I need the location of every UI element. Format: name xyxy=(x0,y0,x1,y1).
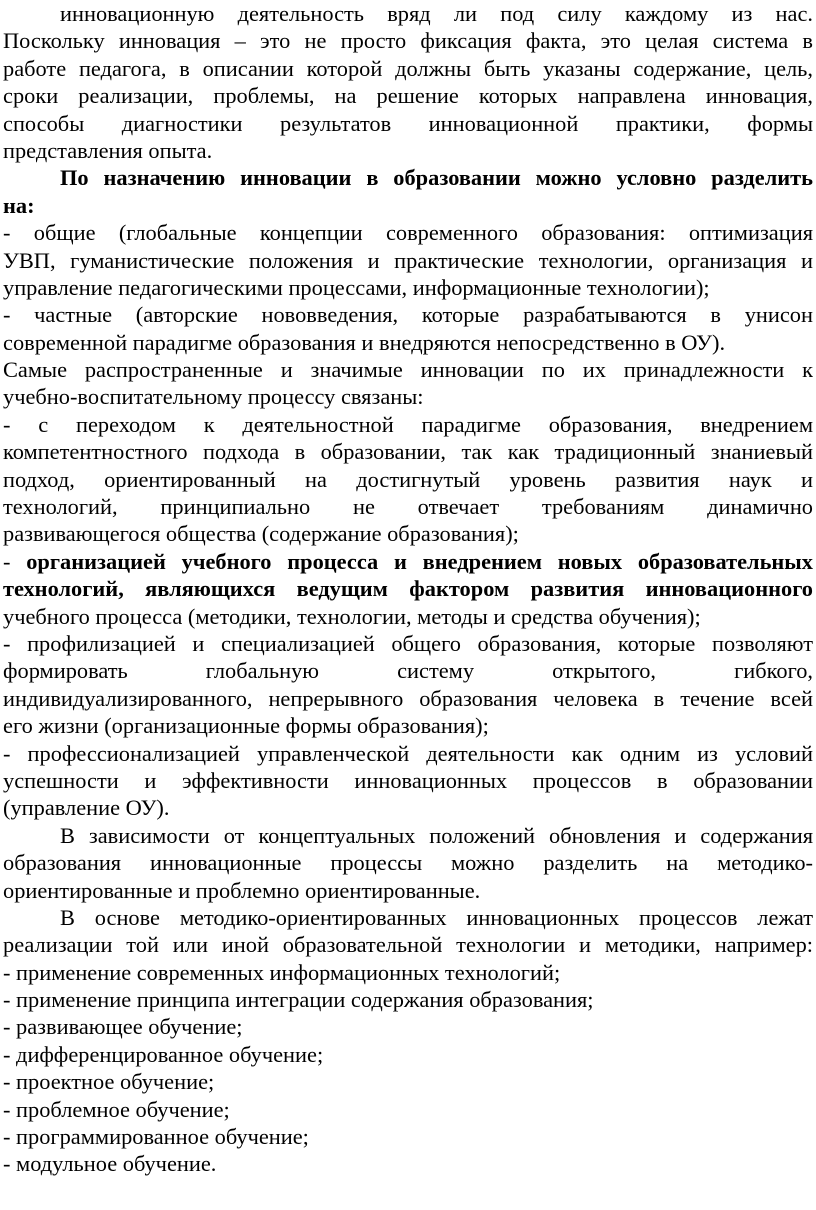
text-line xyxy=(3,466,813,493)
text-line xyxy=(3,767,813,794)
text-line-content: - модульное обучение. xyxy=(3,1151,217,1177)
text-line xyxy=(3,1150,813,1177)
text-line xyxy=(3,219,813,246)
text-line xyxy=(3,548,813,575)
text-line xyxy=(3,877,813,904)
text-line xyxy=(3,520,813,547)
text-line-content: компетентностного подхода в образовании, так как традиционный знаниевый xyxy=(3,439,813,465)
text-line xyxy=(3,438,813,465)
text-line xyxy=(3,603,813,630)
text-line-content: Поскольку инновация – это не просто фиксация факта, это целая система в xyxy=(3,28,813,54)
text-line-content: (управление ОУ). xyxy=(3,795,170,821)
text-line xyxy=(3,959,813,986)
text-line xyxy=(3,1013,813,1040)
text-line-content: УВП, гуманистические положения и практические технологии, организация и xyxy=(3,247,813,273)
bold-text: организацией учебного процесса и внедрением новых образовательных xyxy=(26,548,813,574)
text-line-content: - профессионализацией управленческой деятельности как одним из условий xyxy=(3,740,813,766)
text-line-content: на: xyxy=(3,192,35,218)
text-line xyxy=(3,986,813,1013)
text-line xyxy=(3,27,813,54)
text-line-content: - программированное обучение; xyxy=(3,1124,309,1150)
text-line xyxy=(3,0,813,27)
text-line xyxy=(3,657,813,684)
text-line-content: - дифференцированное обучение; xyxy=(3,1041,324,1067)
text-line xyxy=(3,1068,813,1095)
text-line-content: - с переходом к деятельностной парадигме образования, внедрением xyxy=(3,411,813,437)
text-line-content: учебного процесса (методики, технологии, методы и средства обучения); xyxy=(3,603,701,629)
text-line-content: образования инновационные процессы можно разделить на методико- xyxy=(3,850,813,876)
text-line-content: современной парадигме образования и внедряются непосредственно в ОУ). xyxy=(3,329,726,355)
text-line xyxy=(3,630,813,657)
text-line xyxy=(3,247,813,274)
text-line xyxy=(3,164,813,191)
text-line xyxy=(3,849,813,876)
text-line-content: - профилизацией и специализацией общего образования, которые позволяют xyxy=(3,630,813,656)
text-line-content: - применение принципа интеграции содержания образования; xyxy=(3,987,594,1013)
text-line-content: ориентированные и проблемно ориентированные. xyxy=(3,877,481,903)
text-line-content: подход, ориентированный на достигнутый уровень развития наук и xyxy=(3,466,813,492)
text-line-content: - общие (глобальные концепции современного образования: оптимизация xyxy=(3,220,813,246)
text-line xyxy=(3,301,813,328)
text-line xyxy=(3,329,813,356)
text-line xyxy=(3,55,813,82)
text-line-content: сроки реализации, проблемы, на решение которых направлена инновация, xyxy=(3,83,813,109)
text-line-content: учебно-воспитательному процессу связаны: xyxy=(3,384,424,410)
text-line xyxy=(3,685,813,712)
text-line-content: развивающегося общества (содержание образования); xyxy=(3,521,519,547)
text-line-content: Самые распространенные и значимые инновации по их принадлежности к xyxy=(3,357,813,383)
text-line xyxy=(3,110,813,137)
text-line xyxy=(3,1096,813,1123)
text-line-content: реализации той или иной образовательной технологии и методики, например: xyxy=(3,932,813,958)
text-line-content: управление педагогическими процессами, информационные технологии); xyxy=(3,274,710,300)
text-line xyxy=(3,575,813,602)
text-line-content: технологий, принципиально не отвечает требованиям динамично xyxy=(3,494,813,520)
text-line xyxy=(3,822,813,849)
text-line xyxy=(3,137,813,164)
text-line-content: инновационную деятельность вряд ли под силу каждому из нас. xyxy=(60,1,813,26)
text-line-content: способы диагностики результатов инновационной практики, формы xyxy=(3,110,813,136)
text-line xyxy=(3,383,813,410)
text-line xyxy=(3,1123,813,1150)
text-line xyxy=(3,356,813,383)
text-line xyxy=(3,740,813,767)
text-line-content: представления опыта. xyxy=(3,137,213,163)
text-line-content: В зависимости от концептуальных положений обновления и содержания xyxy=(60,822,813,848)
text-line-content: формировать глобальную систему открытого, гибкого, xyxy=(3,658,813,684)
text-line xyxy=(3,192,813,219)
text-line xyxy=(3,904,813,931)
text-line-content: индивидуализированного, непрерывного образования человека в течение всей xyxy=(3,685,813,711)
text-line-content: - частные (авторские нововведения, которые разрабатываются в унисон xyxy=(3,302,813,328)
bold-text: технологий, являющихся ведущим фактором развития инновационного xyxy=(3,576,813,602)
text-line-content: успешности и эффективности инновационных процессов в образовании xyxy=(3,767,813,793)
text-line xyxy=(3,82,813,109)
text-line xyxy=(3,493,813,520)
text-line-content: - xyxy=(3,548,27,574)
text-line-content: его жизни (организационные формы образования); xyxy=(3,713,489,739)
text-line xyxy=(3,274,813,301)
text-line-content: - развивающее обучение; xyxy=(3,1014,243,1040)
text-line-content: - проблемное обучение; xyxy=(3,1096,230,1122)
text-line-content: В основе методико-ориентированных инновационных процессов лежат xyxy=(60,904,813,930)
text-line-content: работе педагога, в описании которой должны быть указаны содержание, цель, xyxy=(3,55,813,81)
text-line xyxy=(3,712,813,739)
text-line-content: - проектное обучение; xyxy=(3,1069,215,1095)
text-line xyxy=(3,1041,813,1068)
text-line-content: По назначению инновации в образовании можно условно разделить xyxy=(60,165,813,191)
text-line xyxy=(3,794,813,821)
text-line xyxy=(3,931,813,958)
text-line xyxy=(3,411,813,438)
text-line-content: - применение современных информационных технологий; xyxy=(3,959,561,985)
